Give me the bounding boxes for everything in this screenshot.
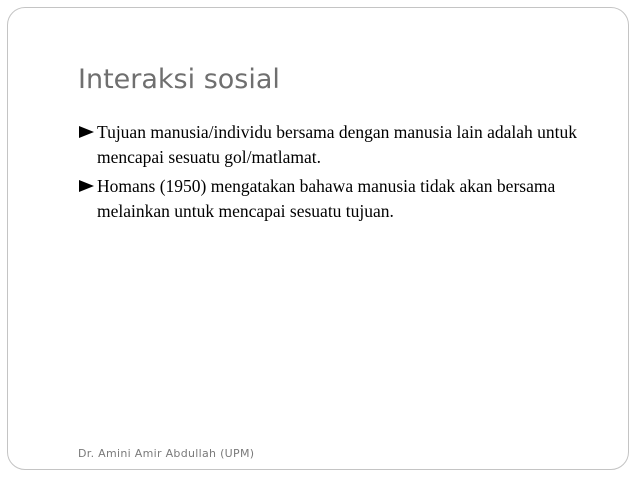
right-triangle-bullet-icon	[79, 180, 94, 192]
bullet-text: Homans (1950) mengatakan bahawa manusia tidak akan bersama melainkan untuk mencapai sesuatu tujuan.	[97, 176, 556, 221]
bullet-text: Tujuan manusia/individu bersama dengan manusia lain adalah untuk mencapai sesuatu gol/matlamat.	[97, 122, 578, 167]
right-triangle-bullet-icon	[79, 126, 94, 138]
bullet-list	[79, 120, 599, 228]
slide-title: Interaksi sosial	[78, 64, 280, 95]
slide-footer: Dr. Amini Amir Abdullah (UPM)	[78, 447, 255, 460]
bullet-item	[79, 120, 599, 170]
bullet-item	[79, 174, 599, 224]
slide-frame	[7, 7, 629, 470]
